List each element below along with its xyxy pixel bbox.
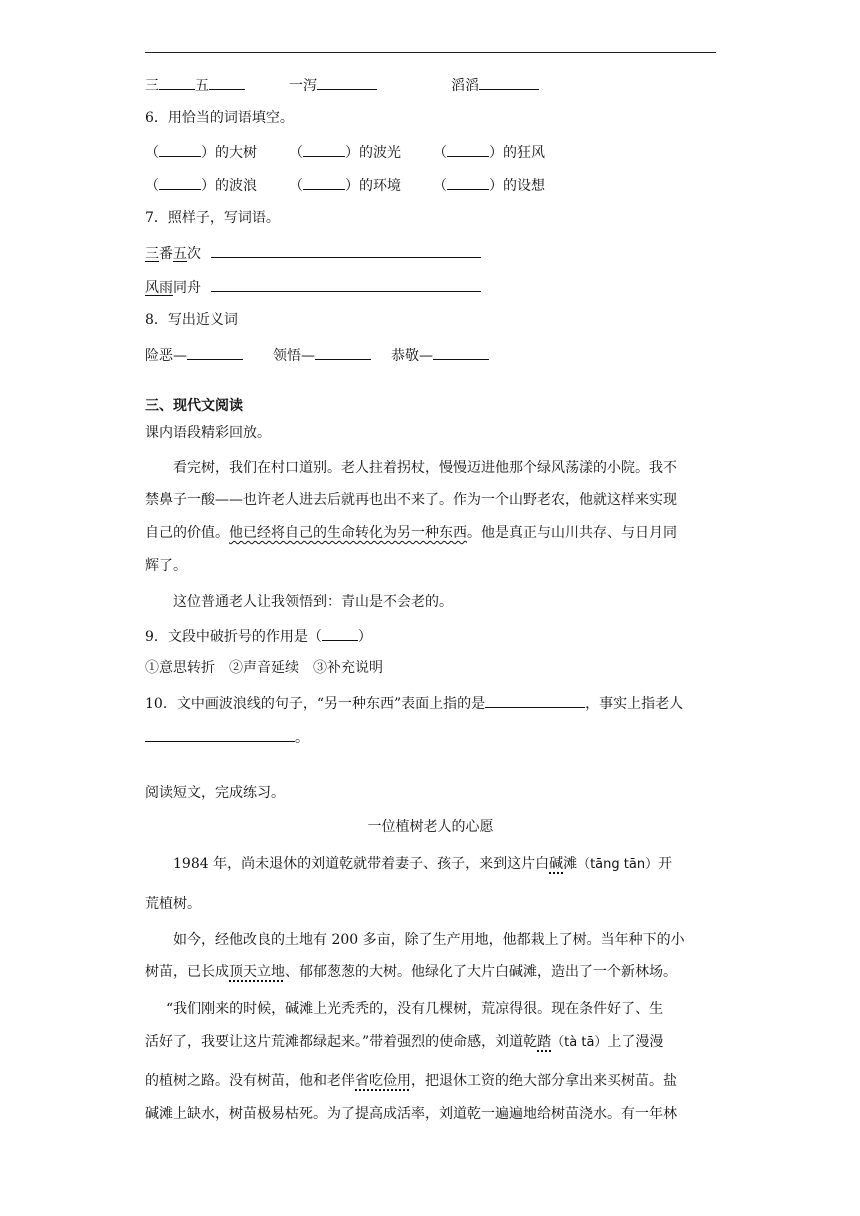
q8-title: 8．写出近义词 (145, 312, 238, 328)
section-intro: 课内语段精彩回放。 (145, 425, 271, 441)
reading2-p3-line4: 碱滩上缺水，树苗极易枯死。为了提高成活率，刘道乾一遍遍地给树苗浇水。有一年林 (145, 1106, 677, 1122)
q6-title: 6．用恰当的词语填空。 (145, 110, 294, 126)
section-heading: 三、现代文阅读 (145, 398, 243, 414)
passage1-line1: 看完树，我们在村口道别。老人拄着拐杖，慢慢迈进他那个绿风荡漾的小院。我不 (173, 460, 677, 476)
passage1-para2: 这位普通老人让我领悟到：青山是不会老的。 (173, 594, 453, 610)
q10-line2: 。 (145, 726, 309, 748)
q9-title: 9．文段中破折号的作用是（ ） (145, 625, 372, 647)
q8-items: 险恶— 领悟— 恭敬— (145, 344, 489, 366)
q6-row2: （ ）的波浪 （ ）的环境 （ ）的设想 (145, 174, 577, 196)
reading2-intro: 阅读短文，完成练习。 (145, 785, 285, 801)
passage1-line3: 自己的价值。他已经将自己的生命转化为另一种东西。他是真正与山川共存、与日月同 (145, 525, 677, 541)
reading2-p1-line2: 荒植树。 (145, 896, 201, 912)
q5-line: 三 五 一泻 滔滔 (145, 74, 539, 96)
reading2-p2-line2: 树苗，已长成顶天立地、郁郁葱葱的大树。他绿化了大片白碱滩，造出了一个新林场。 (145, 964, 677, 980)
q6-row1: （ ）的大树 （ ）的波光 （ ）的狂风 (145, 141, 577, 163)
q7-example-2: 风雨同舟 (145, 276, 481, 298)
q7-title: 7．照样子，写词语。 (145, 210, 280, 226)
passage1-line4: 辉了。 (145, 558, 187, 574)
reading2-p3-line3: 的植树之路。没有树苗，他和老伴省吃俭用，把退休工资的绝大部分拿出来买树苗。盐 (145, 1073, 677, 1089)
header-rule (145, 52, 716, 53)
reading2-p1-line1: 1984 年，尚未退休的刘道乾就带着妻子、孩子，来到这片白碱滩（tāng tān）开 (173, 856, 673, 872)
q10-line1: 10．文中画波浪线的句子，“另一种东西”表面上指的是 ，事实上指老人 (145, 692, 683, 714)
reading2-p3-line2: 活好了，我要让这片荒滩都绿起来。”带着强烈的使命感，刘道乾踏（tà tā）上了漫漫 (145, 1034, 664, 1050)
reading2-p2-line1: 如今，经他改良的土地有 200 多亩，除了生产用地，他都栽上了树。当年种下的小 (173, 932, 685, 948)
q9-options: ①意思转折 ②声音延续 ③补充说明 (145, 660, 383, 676)
reading2-title: 一位植树老人的心愿 (367, 819, 494, 835)
passage1-line2: 禁鼻子一酸——也许老人进去后就再也出不来了。作为一个山野老农，他就这样来实现 (145, 492, 677, 508)
q7-example-1: 三番五次 (145, 242, 481, 264)
reading2-p3-line1: “我们刚来的时候，碱滩上光秃秃的，没有几棵树，荒凉得很。现在条件好了、生 (166, 1001, 664, 1017)
